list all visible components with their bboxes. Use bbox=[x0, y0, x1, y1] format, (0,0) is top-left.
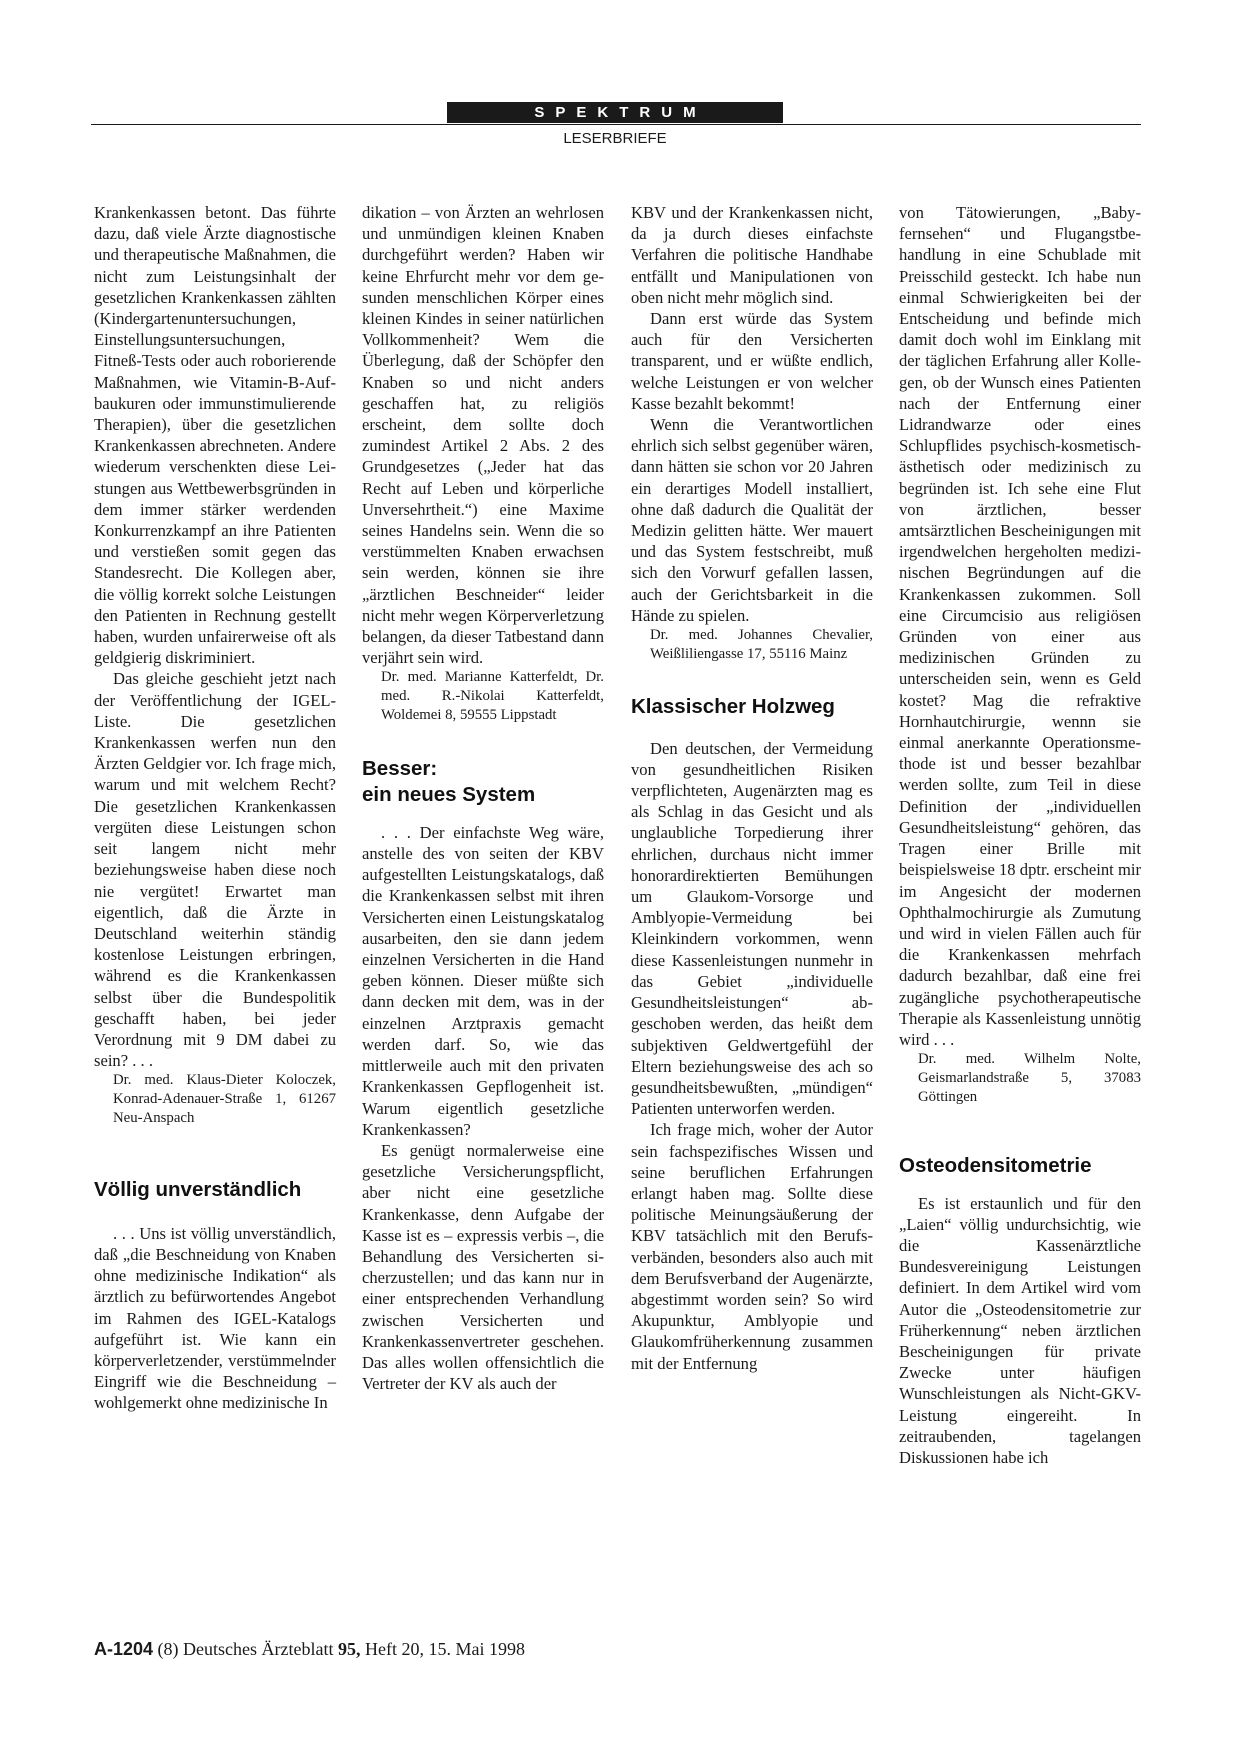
paragraph: Ich frage mich, woher der Autor sein fachspezifisches Wissen und seine beruflichen Erfahrungen erlangt haben mag. Sollte diese politische Meinungsäußerung der KBV tatsächlich mit den Berufsverbänden, besonders also auch mit dem Berufsverband der Augenärzte, abgestimmt worden sein? So wird Akupunktur, Amblyopie und Glaukomfrüherkennung zusammen mit der Entfernung bbox=[631, 1120, 873, 1373]
paragraph: KBV und der Krankenkassen nicht, da ja durch dieses einfachste Verfahren die politische Handhabe entfällt und Manipulationen von oben nicht mehr möglich sind. bbox=[631, 203, 873, 307]
paragraph: Das gleiche geschieht jetzt nach der Veröffentlichung der IGEL-Liste. Die gesetzlichen Krankenkassen werfen nun den Ärzten Geldgier vor. Ich frage mich, warum und mit welchem Recht? Die gesetzlichen Krankenkassen vergüten diese Leistungen schon seit langem nicht mehr beziehungsweise haben diese noch nie vergütet! Erwartet man eigentlich, daß die Ärzte in Deutschland weiterhin ständig kostenlose Leistungen erbringen, während es die Krankenkassen selbst über die Bundespolitik geschafft haben, bei jeder Verordnung mit 9 DM dabei zu sein? . . . bbox=[94, 669, 336, 1071]
paragraph: Wenn die Verantwortlichen ehrlich sich selbst gegenüber wären, dann hätten sie schon vor 20 Jahren ein derartiges Modell installiert, ohne daß dadurch die Qualität der Medizin gelitten hätte. Wer mauert und das System festschreibt, muß sich den Vorwurf gefallen lassen, auch der Gerichtsbarkeit in die Hände zu spielen. bbox=[631, 415, 873, 625]
letter-heading-line-2: ein neues System bbox=[362, 782, 536, 806]
page-number: A-1204 bbox=[94, 1639, 154, 1659]
letter-signature: Dr. med. Klaus-Dieter Koloczek, Konrad-Adenauer-Straße 1, 61267 Neu-Anspach bbox=[113, 1072, 336, 1126]
letter-heading bbox=[362, 756, 604, 808]
section-title: SPEKTRUM bbox=[447, 102, 783, 123]
header-rule bbox=[91, 124, 1141, 125]
volume-number: 95, bbox=[337, 1639, 361, 1659]
text-column-2 bbox=[362, 202, 604, 1394]
letter-heading: Osteodensitometrie bbox=[899, 1153, 1092, 1177]
paragraph: Es genügt normalerweise eine gesetzliche Versicherungspflicht, aber nicht eine gesetzliche Krankenkasse, denn Aufgabe der Kasse ist es – expressis verbis –, die Behandlung des Versicherten sicherzustellen; und das kann nur in einer entsprechenden Verhandlung zwischen Versicherten und Krankenkassenvertreter geschehen. Das alles wollen offensichtlich die Vertreter der KV als auch der bbox=[362, 1140, 604, 1394]
text-column-1 bbox=[94, 202, 336, 1414]
issue-date: Heft 20, 15. Mai 1998 bbox=[364, 1639, 525, 1659]
journal-name: (8) Deutsches Ärzteblatt bbox=[157, 1639, 334, 1659]
letter-signature: Dr. med. Marianne Katterfeldt, Dr. med. R.-Nikolai Katterfeldt, Woldemei 8, 59555 Lippstadt bbox=[381, 669, 604, 724]
paragraph: . . . Der einfachste Weg wäre, anstelle des von seiten der KBV aufgestellten Leistungskatalogs, daß die Krankenkassen selbst mit ihren Versicherten einen Leistungskatalog ausarbeiten, den sie dann jedem einzelnen Versicherten in die Hand geben können. Dieser müßte sich dann decken mit dem, was in der einzelnen Arztpraxis gemacht werden darf. So, wie das mittlerweile auch mit den privaten Krankenkassen Gepflogenheit ist. Warum eigentlich gesetzliche Krankenkassen? bbox=[362, 822, 604, 1139]
letter-heading: Völlig unverständlich bbox=[94, 1177, 302, 1201]
paragraph: Den deutschen, der Vermeidung von gesundheitlichen Risiken verpflichteten, Augenärzten mag es als Schlag in das Gesicht und als unglaubliche Torpedierung ihrer ehrlichen, durchaus nicht immer honorardirektierten Bemühungen um Glaukom-Vorsorge und Amblyopie-Vermeidung bei Kleinkindern vorkommen, wenn diese Kassenleistungen nunmehr in das Gebiet „individuelle Gesundheitsleistungen“ abgeschoben werden, das heißt dem subjektiven Geldwertgefühl der Eltern beziehungsweise des ach so gesundheitsbewußten, „mündigen“ Patienten unterworfen werden. bbox=[631, 738, 873, 1119]
paragraph: Es ist erstaunlich und für den „Laien“ völlig undurchsichtig, wie die Kassenärztliche Bundesvereinigung Leistungen definiert. In dem Artikel wird vom Autor die „Osteodensitometrie zur Früherkennung“ neben ärztlichen Bescheinigungen für private Zwecke unter häufigen Wunschleistungen als Nicht-GKV-Leistung eingereiht. In zeitraubenden, tagelangen Diskussionen habe ich bbox=[899, 1193, 1141, 1467]
section-subtitle: LESERBRIEFE bbox=[563, 130, 667, 147]
letter-heading: Klassischer Holzweg bbox=[631, 694, 835, 718]
paragraph: Dann erst würde das System auch für den Versicherten transparent, und er wüßte endlich, welche Leistungen er von welcher Kasse bezahlt bekommt! bbox=[631, 309, 873, 413]
paragraph: von Tätowierungen, „Babyfernsehen“ und Flugangstbehandlung in eine Schublade mit Preisschild gesteckt. Ich habe nun einmal Schwierigkeiten bei der Entscheidung und befinde mich damit doch wohl im Einklang mit der täglichen Erfahrung aller Kollegen, ob der Wunsch eines Patienten nach der Entfernung einer Lidrandwarze oder eines Schlupflides psychisch-kosmetisch-ästhetisch oder medizinisch zu begründen ist. Ich sehe eine Flut von ärztlichen, besser amtsärztlichen Bescheinigungen mit irgendwelchen hergeholten medizinischen Begründungen auf die Krankenkassen zukommen. Soll eine Circumcisio aus religiösen Gründen von einer aus medizinischen Gründen zu unterscheiden sein, wenn es Geld kostet? Mag die refraktive Hornhautchirurgie, wennn sie einmal anerkannte Operationsmethode ist und besser bezahlbar werden sollte, zum Teil in diese Definition der „individuellen Gesundheitsleistung“ gehören, das Tragen einer Brille mit beispielsweise 18 dptr. erscheint mir im Angesicht der modernen Ophthalmochirurgie als Zumutung und wird in vielen Fällen auch für die Krankenkassen mehrfach dadurch bezahlbar, daß eine frei zugängliche psychotherapeutische Therapie als Kassenleistung unnötig wird . . . bbox=[899, 203, 1141, 1049]
text-column-3 bbox=[631, 202, 873, 1374]
paragraph: Krankenkassen betont. Das führte dazu, daß viele Ärzte diagnostische und therapeutische Maßnahmen, die nicht zum Leistungsinhalt der gesetzlichen Krankenkassen zählten (Kindergartenuntersuchungen, Einstellungsuntersuchungen, Fitneß-Tests oder auch roborierende Maßnahmen, wie Vitamin-B-Aufbaukuren oder immunstimulierende Therapien), über die gesetzlichen Krankenkassen abrechneten. Andere wiederum verschenkten diese Leistungen aus Wettbewerbsgründen in dem immer stärker werdenden Konkurrenzkampf an ihre Patienten und verstießen somit gegen das Standesrecht. Die Kollegen aber, die völlig korrekt solche Leistungen den Patienten in Rechnung gestellt haben, wurden unfairerweise oft als geldgierig diskriminiert. bbox=[94, 203, 336, 668]
text-column-4 bbox=[899, 202, 1141, 1468]
paragraph: dikation – von Ärzten an wehrlosen und unmündigen kleinen Knaben durchgeführt werden? Haben wir keine Ehrfurcht mehr vor dem gesunden menschlichen Körper eines kleinen Kindes in seiner natürlichen Vollkommenheit? Wem die Überlegung, daß der Schöpfer den Knaben so und nicht anders geschaffen hat, zu religiös erscheint, dem sollte doch zumindest Artikel 2 Abs. 2 des Grundgesetzes („Jeder hat das Recht auf Leben und körperliche Unversehrtheit.“) eine Maxime seines Handelns sein. Wenn die so verstümmelten Knaben erwachsen sein werden, können sie ihre „ärztlichen Beschneider“ leider nicht mehr wegen Körperverletzung belangen, da dieser Tatbestand dann verjährt sein wird. bbox=[362, 203, 604, 668]
page-footer bbox=[94, 1638, 525, 1660]
letter-signature: Dr. med. Johannes Chevalier, Weißliliengasse 17, 55116 Mainz bbox=[650, 627, 873, 662]
letter-heading-line-1: Besser: bbox=[362, 756, 438, 780]
paragraph: . . . Uns ist völlig unverständlich, daß „die Beschneidung von Knaben ohne medizinische Indikation“ als ärztlich zu befürwortendes Angebot im Rahmen des IGEL-Katalogs aufgeführt ist. Wie kann ein körperverletzender, verstümmelnder Eingriff wie die Beschneidung – wohlgemerkt ohne medizinische In bbox=[94, 1223, 336, 1413]
letter-signature: Dr. med. Wilhelm Nolte, Geismarlandstraße 5, 37083 Göttingen bbox=[918, 1051, 1141, 1105]
